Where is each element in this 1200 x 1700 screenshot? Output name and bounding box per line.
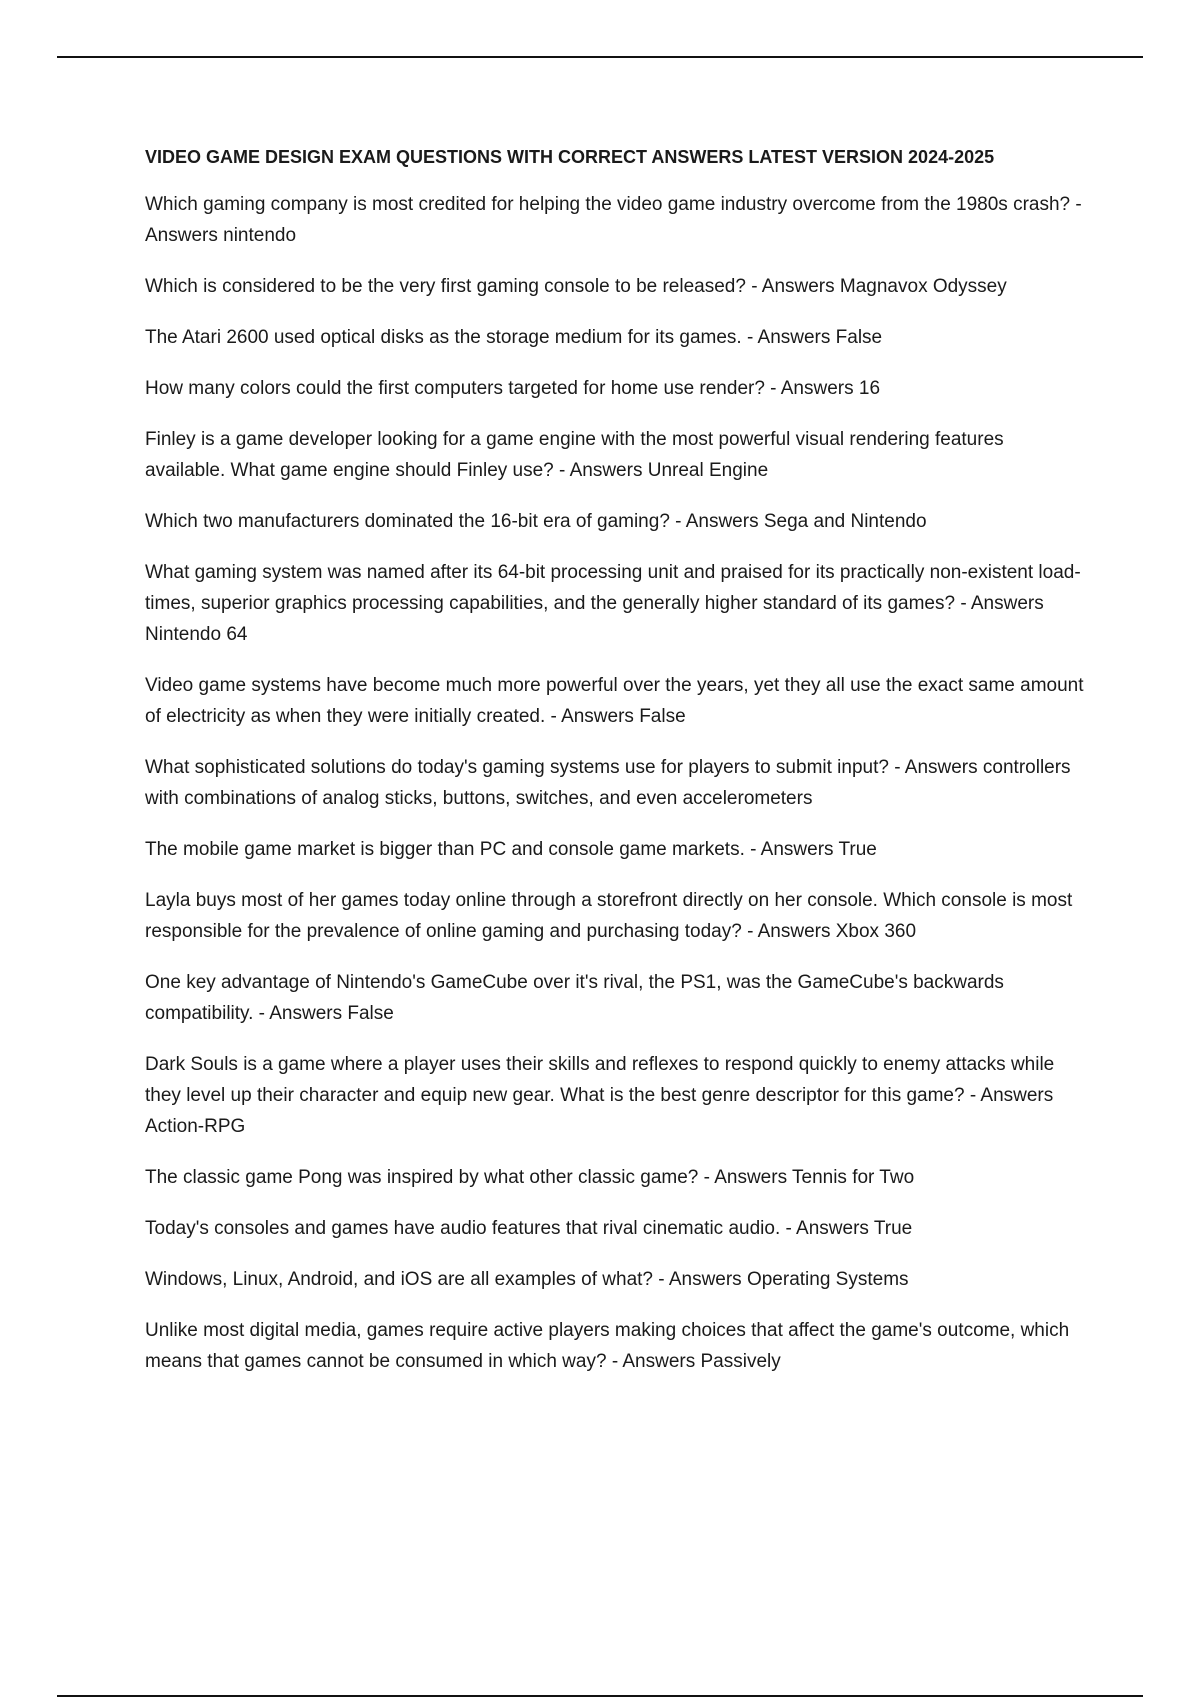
qa-item: Which is considered to be the very first gaming console to be released? - Answers Magnavox Odyssey (145, 276, 1007, 297)
top-divider (57, 56, 1143, 58)
qa-list (145, 189, 1085, 1377)
qa-item: Finley is a game developer looking for a game engine with the most powerful visual rendering features available. What game engine should Finley use? - Answers Unreal Engine (145, 429, 1004, 481)
bottom-divider (57, 1695, 1143, 1697)
qa-item: Dark Souls is a game where a player uses their skills and reflexes to respond quickly to enemy attacks while they level up their character and equip new gear. What is the best genre descriptor for this game? - Answers Action-RPG (145, 1054, 1055, 1137)
qa-item: The classic game Pong was inspired by what other classic game? - Answers Tennis for Two (145, 1167, 915, 1188)
qa-item: What gaming system was named after its 64-bit processing unit and praised for its practically non-existent load-times, superior graphics processing capabilities, and the generally higher standard of its games? - Answers Nintendo 64 (145, 562, 1081, 645)
qa-item: Which two manufacturers dominated the 16-bit era of gaming? - Answers Sega and Nintendo (145, 511, 927, 532)
qa-item: Video game systems have become much more powerful over the years, yet they all use the exact same amount of electricity as when they were initially created. - Answers False (145, 675, 1084, 727)
qa-item: The Atari 2600 used optical disks as the storage medium for its games. - Answers False (145, 327, 883, 348)
qa-item: Windows, Linux, Android, and iOS are all examples of what? - Answers Operating Systems (145, 1269, 909, 1290)
qa-item: What sophisticated solutions do today's gaming systems use for players to submit input? - Answers controllers with combinations of analog sticks, buttons, switches, and even accelerometers (145, 757, 1071, 809)
qa-item: Which gaming company is most credited for helping the video game industry overcome from the 1980s crash? - Answers nintendo (145, 194, 1082, 246)
qa-item: The mobile game market is bigger than PC and console game markets. - Answers True (145, 839, 877, 860)
qa-item: Today's consoles and games have audio features that rival cinematic audio. - Answers True (145, 1218, 913, 1239)
qa-item: Layla buys most of her games today online through a storefront directly on her console. Which console is most responsible for the prevalence of online gaming and purchasing today? - Answers Xbox 360 (145, 890, 1073, 942)
document-body (145, 145, 1085, 1397)
qa-item: One key advantage of Nintendo's GameCube over it's rival, the PS1, was the GameCube's backwards compatibility. - Answers False (145, 972, 1004, 1024)
document-title: VIDEO GAME DESIGN EXAM QUESTIONS WITH CORRECT ANSWERS LATEST VERSION 2024-2025 (145, 147, 995, 167)
qa-item: How many colors could the first computers targeted for home use render? - Answers 16 (145, 378, 881, 399)
qa-item: Unlike most digital media, games require active players making choices that affect the game's outcome, which means that games cannot be consumed in which way? - Answers Passively (145, 1320, 1070, 1372)
